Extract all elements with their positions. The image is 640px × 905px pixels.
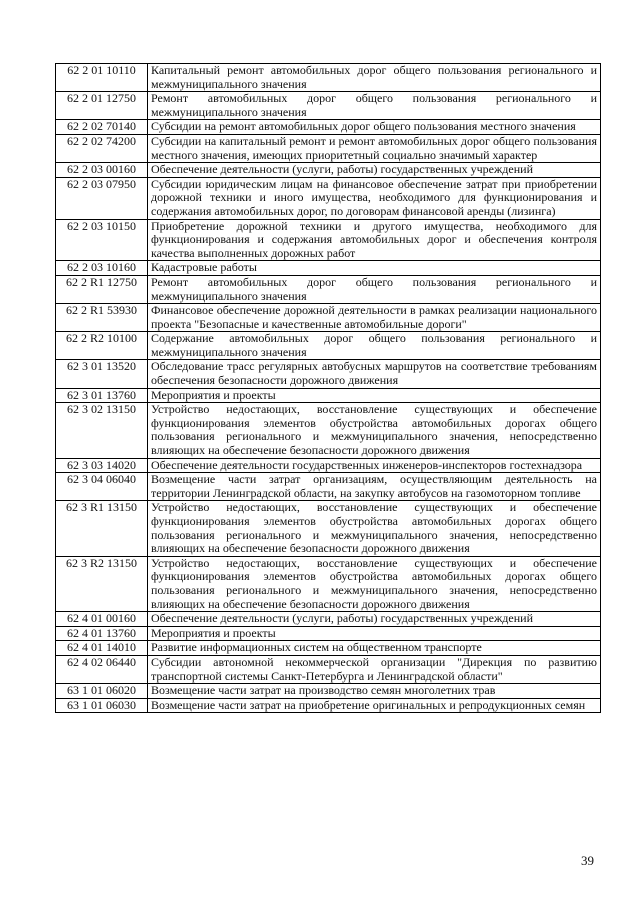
code-description: Ремонт автомобильных дорог общего пользования регионального и межмуниципального значения — [148, 92, 601, 120]
code-description: Устройство недостающих, восстановление существующих и обеспечение функционирования элементов обустройства автомобильных дорогах общего пользования регионального и межмуниципального значения, непосредственно влияющих на обеспечение безопасности дорожного движения — [148, 556, 601, 611]
table-row — [56, 612, 601, 627]
table-row — [56, 458, 601, 473]
code-description: Субсидии на капитальный ремонт и ремонт автомобильных дорог общего пользования местного значения, имеющих приоритетный социально значимый характер — [148, 134, 601, 162]
budget-code: 62 2 R2 10100 — [56, 332, 148, 360]
budget-code: 62 2 01 12750 — [56, 92, 148, 120]
table-row — [56, 64, 601, 92]
budget-code: 62 3 01 13760 — [56, 388, 148, 403]
table-row — [56, 275, 601, 303]
budget-code: 62 3 03 14020 — [56, 458, 148, 473]
table-row — [56, 92, 601, 120]
budget-code: 62 3 R2 13150 — [56, 556, 148, 611]
code-description: Развитие информационных систем на общественном транспорте — [148, 641, 601, 656]
code-description: Приобретение дорожной техники и другого имущества, необходимого для функционирования и содержания автомобильных дорог и обеспечения контроля качества выполненных дорожных работ — [148, 219, 601, 261]
code-description: Кадастровые работы — [148, 261, 601, 276]
table-row — [56, 120, 601, 135]
budget-code: 62 4 01 13760 — [56, 626, 148, 641]
table-row — [56, 261, 601, 276]
budget-code: 62 4 01 14010 — [56, 641, 148, 656]
table-row — [56, 626, 601, 641]
code-description: Мероприятия и проекты — [148, 626, 601, 641]
code-description: Возмещение части затрат на приобретение оригинальных и репродукционных семян — [148, 698, 601, 713]
budget-code: 62 3 04 06040 — [56, 473, 148, 501]
budget-code: 62 2 02 70140 — [56, 120, 148, 135]
budget-code: 62 2 03 10150 — [56, 219, 148, 261]
table-row — [56, 556, 601, 611]
code-description: Обеспечение деятельности (услуги, работы) государственных учреждений — [148, 163, 601, 178]
code-description: Субсидии автономной некоммерческой организации "Дирекция по развитию транспортной системы Санкт-Петербурга и Ленинградской области" — [148, 655, 601, 683]
budget-code: 62 3 02 13150 — [56, 403, 148, 458]
table-row — [56, 219, 601, 261]
budget-code: 63 1 01 06030 — [56, 698, 148, 713]
table-row — [56, 388, 601, 403]
code-description: Обеспечение деятельности государственных инженеров-инспекторов гостехнадзора — [148, 458, 601, 473]
table-row — [56, 473, 601, 501]
table-row — [56, 684, 601, 699]
budget-code: 62 3 R1 13150 — [56, 501, 148, 556]
table-row — [56, 403, 601, 458]
code-description: Содержание автомобильных дорог общего пользования регионального и межмуниципального значения — [148, 332, 601, 360]
code-description: Капитальный ремонт автомобильных дорог общего пользования регионального и межмуниципального значения — [148, 64, 601, 92]
budget-code-table — [55, 63, 601, 713]
code-description: Возмещение части затрат на производство семян многолетних трав — [148, 684, 601, 699]
table-row — [56, 360, 601, 388]
table-row — [56, 163, 601, 178]
code-description: Возмещение части затрат организациям, осуществляющим деятельность на территории Ленинградской области, на закупку автобусов на газомоторном топливе — [148, 473, 601, 501]
table-row — [56, 501, 601, 556]
table-row — [56, 304, 601, 332]
code-description: Обеспечение деятельности (услуги, работы) государственных учреждений — [148, 612, 601, 627]
code-description: Устройство недостающих, восстановление существующих и обеспечение функционирования элементов обустройства автомобильных дорогах общего пользования регионального и межмуниципального значения, непосредственно влияющих на обеспечение безопасности дорожного движения — [148, 403, 601, 458]
code-description: Субсидии юридическим лицам на финансовое обеспечение затрат при приобретении дорожной техники и иного имущества, необходимого для функционирования и содержания автомобильных дорог, по договорам финансовой аренды (лизинга) — [148, 177, 601, 219]
budget-code: 62 4 02 06440 — [56, 655, 148, 683]
table-row — [56, 655, 601, 683]
table-row — [56, 134, 601, 162]
budget-code: 62 2 03 07950 — [56, 177, 148, 219]
table-row — [56, 641, 601, 656]
code-description: Субсидии на ремонт автомобильных дорог общего пользования местного значения — [148, 120, 601, 135]
page-number: 39 — [581, 853, 594, 868]
code-description: Финансовое обеспечение дорожной деятельности в рамках реализации национального проекта "Безопасные и качественные автомобильные дороги" — [148, 304, 601, 332]
budget-code: 62 2 03 10160 — [56, 261, 148, 276]
budget-code: 62 2 R1 12750 — [56, 275, 148, 303]
budget-code: 62 2 02 74200 — [56, 134, 148, 162]
code-description: Мероприятия и проекты — [148, 388, 601, 403]
budget-code: 63 1 01 06020 — [56, 684, 148, 699]
table-body — [56, 64, 601, 713]
code-description: Устройство недостающих, восстановление существующих и обеспечение функционирования элементов обустройства автомобильных дорогах общего пользования регионального и межмуниципального значения, непосредственно влияющих на обеспечение безопасности дорожного движения — [148, 501, 601, 556]
budget-code: 62 2 R1 53930 — [56, 304, 148, 332]
code-description: Ремонт автомобильных дорог общего пользования регионального и межмуниципального значения — [148, 275, 601, 303]
table-row — [56, 177, 601, 219]
budget-code: 62 4 01 00160 — [56, 612, 148, 627]
budget-code: 62 2 03 00160 — [56, 163, 148, 178]
budget-code: 62 3 01 13520 — [56, 360, 148, 388]
table-row — [56, 698, 601, 713]
budget-code: 62 2 01 10110 — [56, 64, 148, 92]
table-row — [56, 332, 601, 360]
code-description: Обследование трасс регулярных автобусных маршрутов на соответствие требованиям обеспечения безопасности дорожного движения — [148, 360, 601, 388]
